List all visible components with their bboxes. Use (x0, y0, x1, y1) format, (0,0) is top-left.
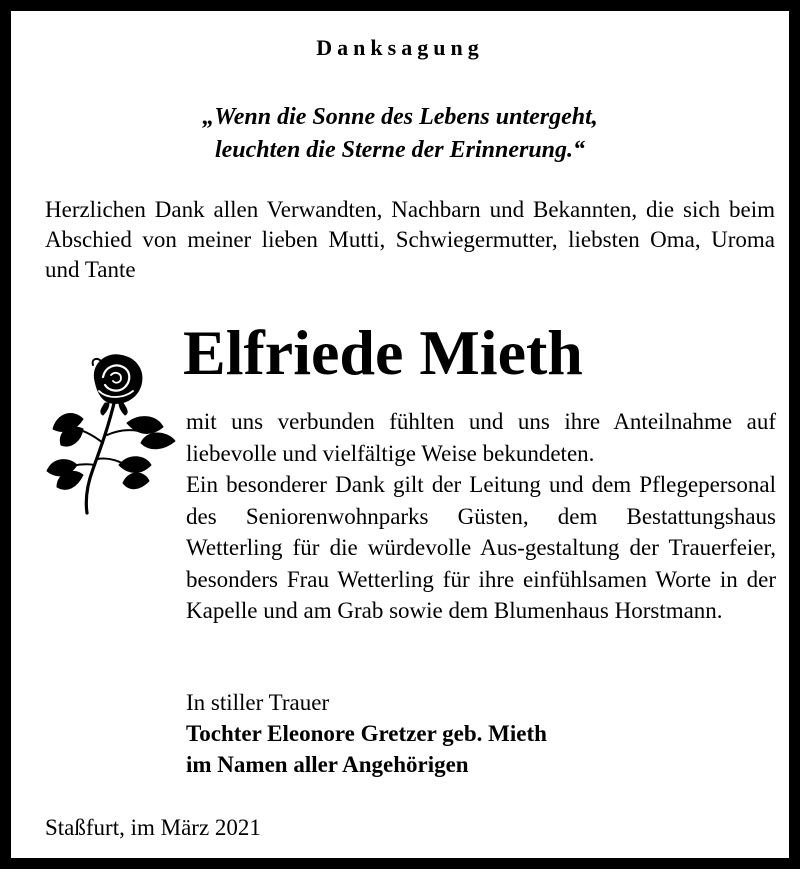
body-text (186, 406, 776, 627)
signature-block (186, 687, 547, 780)
intro-text: Herzlichen Dank allen Verwandten, Nachbarn und Bekannten, die sich beim Abschied von meiner lieben Mutti, Schwiegermutter, liebsten Oma, Uroma und Tante (45, 197, 775, 282)
memorial-quote (11, 101, 789, 167)
deceased-name: Elfriede Mieth (183, 317, 583, 388)
body-paragraph-1: mit uns verbunden fühlten und uns ihre Anteilnahme auf liebevolle und vielfältige Weise bekundeten. (186, 409, 776, 466)
notice-title: Danksagung (316, 35, 484, 60)
signature-intro: In stiller Trauer (186, 690, 330, 715)
signature-family: im Namen aller Angehörigen (186, 752, 469, 777)
place-date: Staßfurt, im März 2021 (45, 815, 261, 840)
signature-name: Tochter Eleonore Gretzer geb. Mieth (186, 721, 547, 746)
quote-line-2: leuchten die Sterne der Erinnerung.“ (214, 137, 586, 163)
quote-line-1: „Wenn die Sonne des Lebens untergeht, (202, 104, 598, 130)
rose-icon (43, 347, 179, 519)
body-paragraph-2: Ein besonderer Dank gilt der Leitung und dem Pflegepersonal des Seniorenwohnparks Güsten, dem Bestattungshaus Wetterling für die würdevolle Aus-gestaltung der Trauerfeier, besonders Frau Wetterling für ihre einfühlsamen Worte in der Kapelle und am Grab sowie dem Blumenhaus Horstmann. (186, 472, 776, 623)
